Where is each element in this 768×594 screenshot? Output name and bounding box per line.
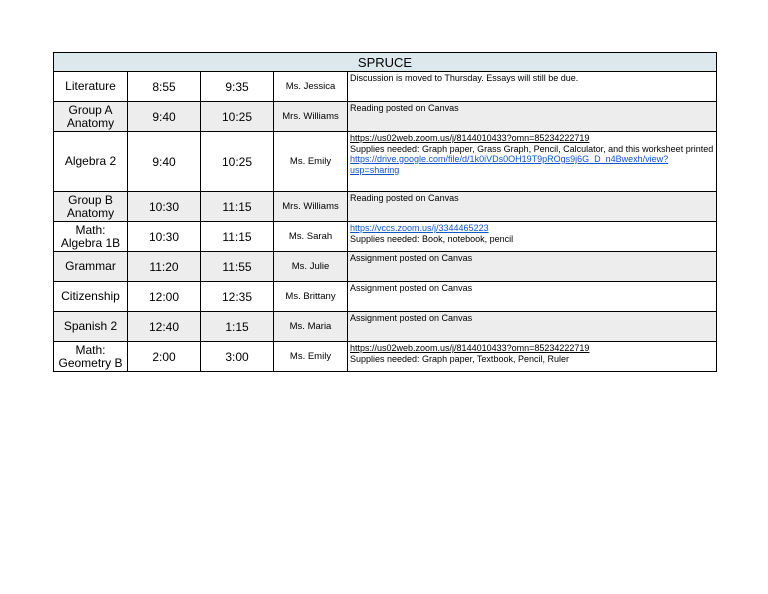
- end-time-cell: 3:00: [201, 342, 274, 372]
- end-time-cell: 10:25: [201, 132, 274, 192]
- subject-cell: Group A Anatomy: [54, 102, 128, 132]
- teacher-cell: Ms. Emily: [274, 342, 348, 372]
- start-time-cell: 10:30: [128, 192, 201, 222]
- teacher-cell: Mrs. Williams: [274, 102, 348, 132]
- notes-text: Assignment posted on Canvas: [350, 313, 473, 323]
- notes-link[interactable]: https://vccs.zoom.us/j/3344465223: [350, 223, 489, 233]
- start-time-cell: 11:20: [128, 252, 201, 282]
- teacher-cell: Ms. Emily: [274, 132, 348, 192]
- subject-cell: Math: Algebra 1B: [54, 222, 128, 252]
- start-time-cell: 12:00: [128, 282, 201, 312]
- notes-cell: [348, 192, 717, 222]
- end-time-cell: 9:35: [201, 72, 274, 102]
- notes-url-text[interactable]: https://us02web.zoom.us/j/8144010433?omn=85234222719: [350, 343, 590, 353]
- table-row: [54, 132, 717, 192]
- notes-cell: [348, 102, 717, 132]
- end-time-cell: 11:55: [201, 252, 274, 282]
- notes-cell: [348, 132, 717, 192]
- end-time-cell: 11:15: [201, 192, 274, 222]
- start-time-cell: 9:40: [128, 132, 201, 192]
- end-time-cell: 10:25: [201, 102, 274, 132]
- schedule-body: [54, 72, 717, 372]
- end-time-cell: 12:35: [201, 282, 274, 312]
- table-row: [54, 102, 717, 132]
- notes-cell: [348, 312, 717, 342]
- notes-link[interactable]: https://drive.google.com/file/d/1k0iVDs0OH19T9pROgs9j6G_D_n4Bwexh/view?usp=sharing: [350, 154, 669, 175]
- subject-cell: Algebra 2: [54, 132, 128, 192]
- table-row: [54, 282, 717, 312]
- notes-text: Discussion is moved to Thursday. Essays will still be due.: [350, 73, 579, 83]
- notes-text: Reading posted on Canvas: [350, 103, 459, 113]
- notes-text: Assignment posted on Canvas: [350, 283, 473, 293]
- subject-cell: Spanish 2: [54, 312, 128, 342]
- table-row: [54, 192, 717, 222]
- table-title: SPRUCE: [54, 53, 717, 72]
- subject-cell: Citizenship: [54, 282, 128, 312]
- start-time-cell: 9:40: [128, 102, 201, 132]
- start-time-cell: 10:30: [128, 222, 201, 252]
- teacher-cell: Ms. Sarah: [274, 222, 348, 252]
- notes-cell: [348, 282, 717, 312]
- table-row: [54, 72, 717, 102]
- table-row: [54, 222, 717, 252]
- table-row: [54, 342, 717, 372]
- start-time-cell: 12:40: [128, 312, 201, 342]
- start-time-cell: 2:00: [128, 342, 201, 372]
- teacher-cell: Ms. Brittany: [274, 282, 348, 312]
- notes-text: Supplies needed: Book, notebook, pencil: [350, 233, 514, 244]
- end-time-cell: 1:15: [201, 312, 274, 342]
- teacher-cell: Ms. Jessica: [274, 72, 348, 102]
- notes-url-text[interactable]: https://us02web.zoom.us/j/8144010433?omn=85234222719: [350, 133, 590, 143]
- notes-cell: [348, 222, 717, 252]
- table-row: [54, 252, 717, 282]
- notes-text: Supplies needed: Graph paper, Grass Graph, Pencil, Calculator, and this worksheet printed: [350, 143, 714, 154]
- notes-text: Reading posted on Canvas: [350, 193, 459, 203]
- teacher-cell: Ms. Maria: [274, 312, 348, 342]
- start-time-cell: 8:55: [128, 72, 201, 102]
- end-time-cell: 11:15: [201, 222, 274, 252]
- notes-text: Supplies needed: Graph paper, Textbook, Pencil, Ruler: [350, 353, 569, 364]
- notes-cell: [348, 252, 717, 282]
- subject-cell: Math: Geometry B: [54, 342, 128, 372]
- subject-cell: Group B Anatomy: [54, 192, 128, 222]
- notes-cell: [348, 342, 717, 372]
- teacher-cell: Ms. Julie: [274, 252, 348, 282]
- teacher-cell: Mrs. Williams: [274, 192, 348, 222]
- table-row: [54, 312, 717, 342]
- notes-cell: [348, 72, 717, 102]
- schedule-table: [53, 52, 717, 372]
- subject-cell: Literature: [54, 72, 128, 102]
- notes-text: Assignment posted on Canvas: [350, 253, 473, 263]
- subject-cell: Grammar: [54, 252, 128, 282]
